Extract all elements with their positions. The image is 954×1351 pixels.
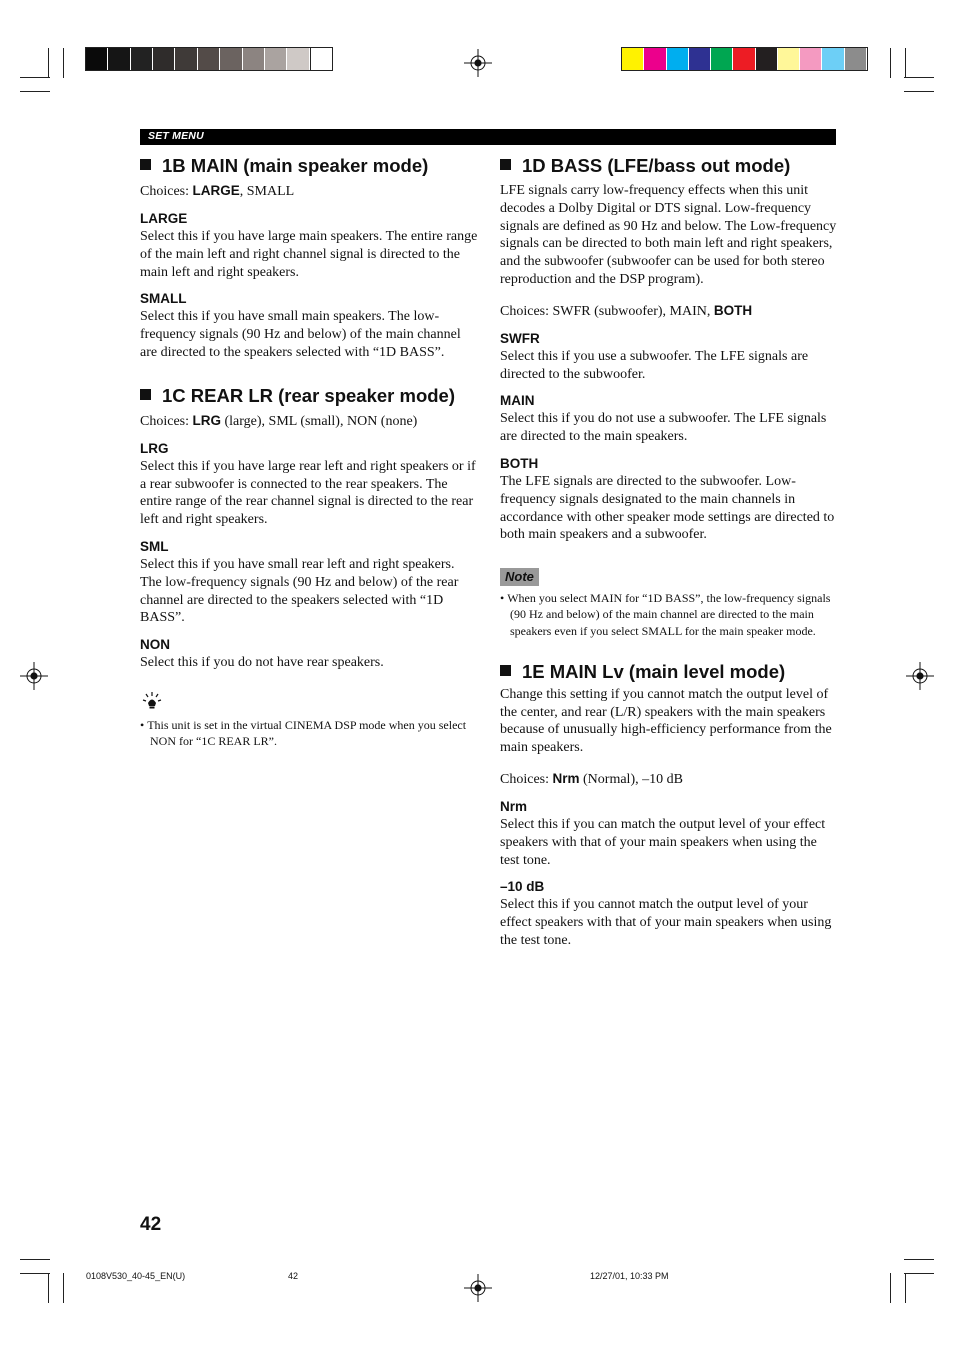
- option-text-small: Select this if you have small main speakers. The low-frequency signals (90 Hz and below) of the main channel are directed to the speakers selected with “1D BASS”.: [140, 309, 461, 360]
- note-text: • When you select MAIN for “1D BASS”, the low-frequency signals (90 Hz and below) of the main channel are directed to the main speakers even if you select SMALL for the main speaker mode.: [500, 591, 831, 638]
- note-block: [500, 568, 838, 639]
- option-text-nrm: Select this if you can match the output level of your effect speakers with that of your main speakers when using the test tone.: [500, 816, 826, 868]
- option-title-non: NON: [140, 637, 170, 653]
- color-swatch: [778, 48, 799, 70]
- color-swatch: [108, 48, 129, 70]
- section-1c: [140, 384, 478, 672]
- tip-block: [140, 692, 478, 749]
- color-swatch: [131, 48, 152, 70]
- footer-page: 42: [288, 1271, 299, 1281]
- choices-line: Choices: Nrm (Normal), –10 dB: [500, 770, 683, 787]
- color-swatch: [86, 48, 107, 70]
- color-swatch: [220, 48, 241, 70]
- section-title: 1B MAIN (main speaker mode): [140, 154, 478, 178]
- square-bullet-icon: [500, 665, 511, 676]
- option-text-swfr: Select this if you use a subwoofer. The LFE signals are directed to the subwoofer.: [500, 348, 809, 382]
- lightbulb-icon: [140, 692, 164, 710]
- option-title-small: SMALL: [140, 291, 187, 307]
- section-1e: [500, 660, 838, 950]
- option-title-large: LARGE: [140, 211, 188, 226]
- registration-mark-icon: [20, 662, 48, 690]
- left-column: [140, 154, 478, 749]
- section-label: SET MENU: [148, 130, 204, 142]
- color-swatch: [711, 48, 732, 70]
- color-swatch: [198, 48, 219, 70]
- color-swatch: [845, 48, 866, 70]
- color-swatch: [689, 48, 710, 70]
- color-swatch: [265, 48, 286, 70]
- section-intro: LFE signals carry low-frequency effects when this unit decodes a Dolby Digital or DTS signal. Low-frequency signals are defined as 90 Hz and below. The Low-frequency signals can be directed to both main left and right speakers, and the subwoofer (subwoofer can be used for both stereo reproduction and the DSP program).: [500, 183, 837, 287]
- option-title-nrm: Nrm: [500, 798, 528, 814]
- note-label: Note: [500, 568, 539, 586]
- page-number: 42: [140, 1214, 162, 1235]
- color-swatch: [667, 48, 688, 70]
- grayscale-color-bar: [85, 47, 333, 71]
- color-swatch: [822, 48, 843, 70]
- color-swatch: [622, 48, 643, 70]
- square-bullet-icon: [140, 389, 151, 400]
- choices-line: Choices: LARGE, SMALL: [140, 183, 295, 199]
- registration-mark-icon: [464, 49, 492, 77]
- option-text-main: Select this if you do not use a subwoofer. The LFE signals are directed to the main speakers.: [500, 411, 827, 445]
- footer-file: 0108V530_40-45_EN(U): [86, 1271, 186, 1281]
- section-header-bar: [140, 129, 836, 145]
- color-swatch: [644, 48, 665, 70]
- color-swatch: [287, 48, 308, 70]
- option-text-lrg: Select this if you have large rear left and right speakers or if a rear subwoofer is connected to the rear speakers. The entire range of the rear channel signal is directed to the rear left and right speakers.: [140, 458, 476, 528]
- option-text-sml: Select this if you have small rear left and right speakers. The low-frequency signals (90 Hz and below) of the rear channel are directed to the speakers selected with “1D BASS”.: [140, 556, 459, 626]
- choices-line: Choices: LRG (large), SML (small), NON (none): [140, 412, 418, 429]
- section-intro: Change this setting if you cannot match the output level of the center, and rear (L/R) speakers with the main speakers because of unusually high-efficiency performance from the main speakers.: [500, 686, 832, 756]
- footer-timestamp: 12/27/01, 10:33 PM: [590, 1271, 669, 1281]
- section-title: 1D BASS (LFE/bass out mode): [500, 154, 838, 178]
- section-1d: [500, 154, 838, 639]
- right-column: [500, 154, 838, 950]
- color-swatch: [153, 48, 174, 70]
- square-bullet-icon: [500, 159, 511, 170]
- registration-mark-icon: [464, 1274, 492, 1302]
- color-swatch: [800, 48, 821, 70]
- option-text-non: Select this if you do not have rear speakers.: [140, 655, 384, 671]
- choices-line: Choices: SWFR (subwoofer), MAIN, BOTH: [500, 302, 753, 319]
- section-title: 1E MAIN Lv (main level mode): [500, 660, 838, 684]
- section-1b: [140, 154, 478, 362]
- option-text-minus10db: Select this if you cannot match the output level of your effect speakers with that of your main speakers when using the test tone.: [500, 897, 832, 948]
- color-swatch: [756, 48, 777, 70]
- option-title-main: MAIN: [500, 393, 535, 409]
- option-title-minus10db: –10 dB: [500, 879, 545, 895]
- process-color-bar: [621, 47, 868, 71]
- registration-mark-icon: [906, 662, 934, 690]
- option-text-large: Select this if you have large main speakers. The entire range of the main left and right channel signal is directed to the main left and right speakers.: [140, 229, 478, 280]
- color-swatch: [733, 48, 754, 70]
- section-title: 1C REAR LR (rear speaker mode): [140, 384, 478, 408]
- color-swatch: [310, 48, 332, 70]
- square-bullet-icon: [140, 159, 151, 170]
- color-swatch: [175, 48, 196, 70]
- option-title-sml: SML: [140, 538, 169, 554]
- tip-text: • This unit is set in the virtual CINEMA DSP mode when you select NON for “1C REAR LR”.: [140, 717, 467, 749]
- color-swatch: [243, 48, 264, 70]
- option-title-lrg: LRG: [140, 440, 169, 456]
- option-title-both: BOTH: [500, 455, 539, 471]
- option-text-both: The LFE signals are directed to the subwoofer. Low-frequency signals designated to the main channels in accordance with other speaker mode settings are directed to both main speakers and a subwoofer.: [500, 473, 835, 543]
- option-title-swfr: SWFR: [500, 330, 540, 346]
